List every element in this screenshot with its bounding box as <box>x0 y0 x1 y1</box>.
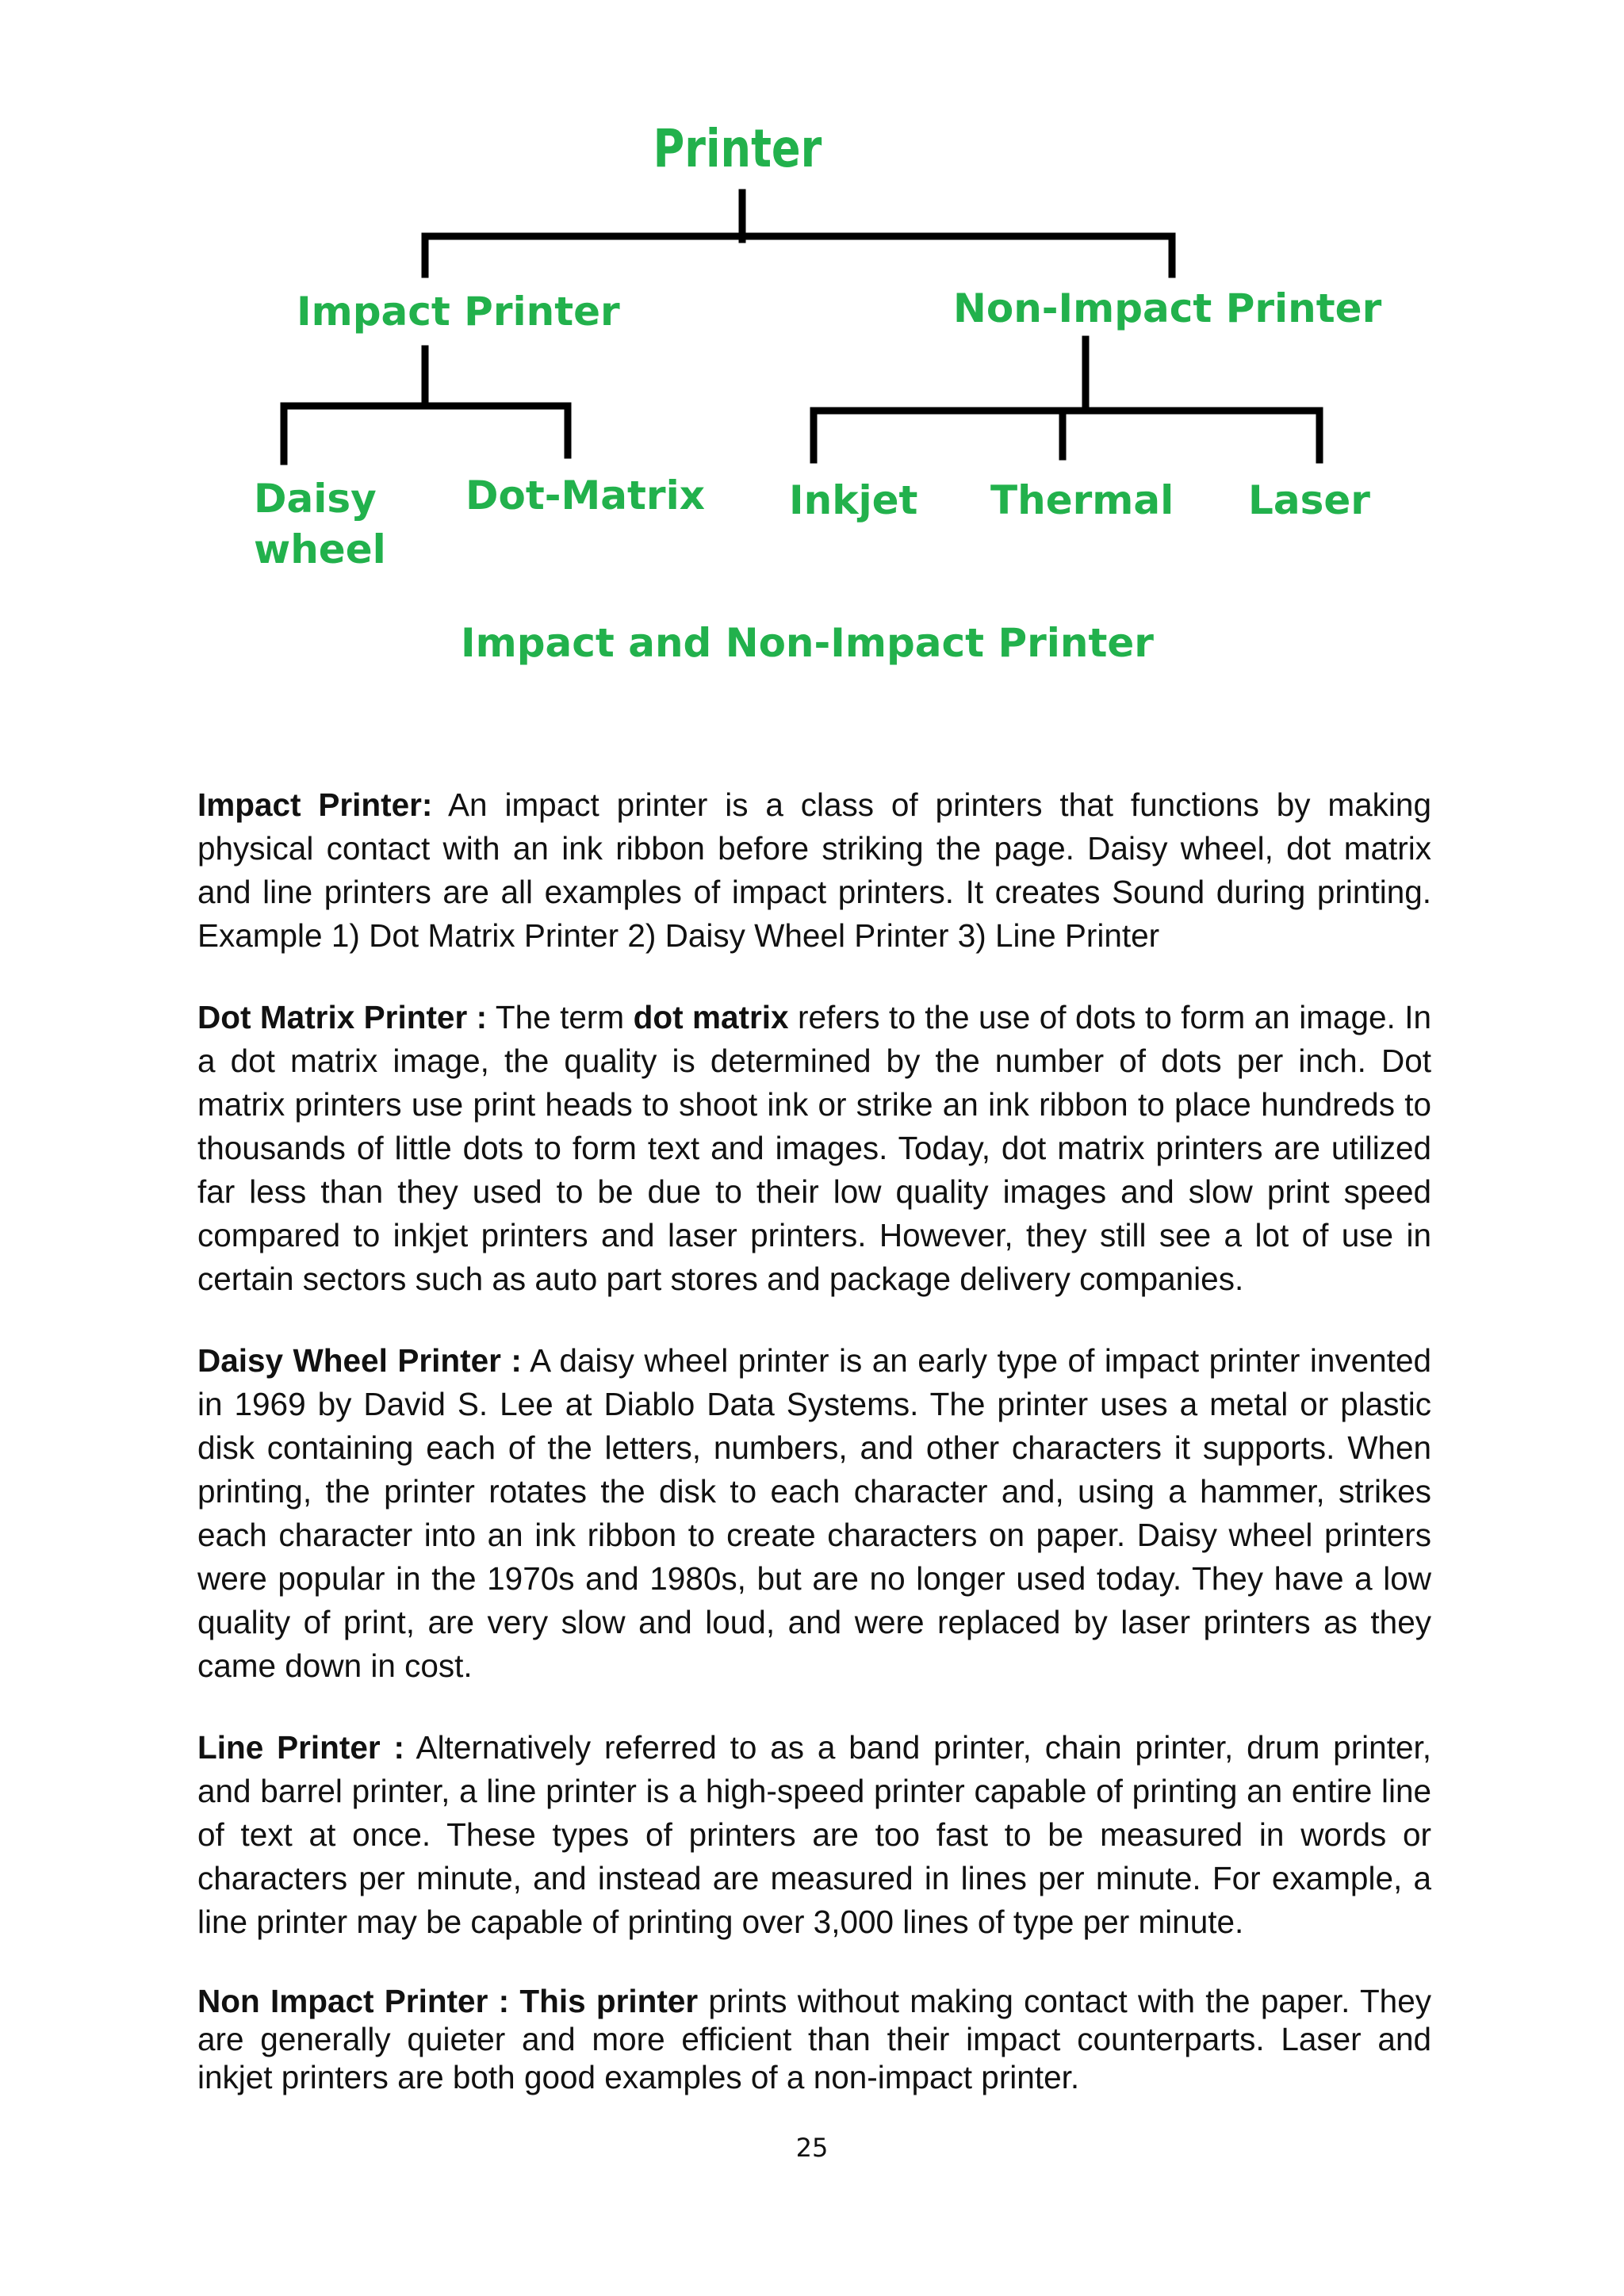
node-laser: Laser <box>1248 477 1370 523</box>
heading-impact-printer: Impact Printer: <box>197 786 433 823</box>
node-printer: Printer <box>653 118 822 180</box>
paragraph-non-impact-printer <box>197 1982 1431 2096</box>
text-non-impact-printer: prints without making contact with the paper. They are generally quieter and more efficient than their impact counterparts. Laser and inkjet printers are both good examples of a non-impact printer. <box>197 1983 1431 2095</box>
text-line-printer: Alternatively referred to as a band printer, chain printer, drum printer, and barrel printer, a line printer is a high-speed printer capable of printing an entire line of text at once. These types of printers are too fast to be measured in words or characters per minute, and instead are measured in lines per minute. For example, a line printer may be capable of printing over 3,000 lines of type per minute. <box>197 1729 1431 1940</box>
body-text <box>197 783 1431 2134</box>
text-dot-matrix-a: The term <box>487 999 634 1035</box>
text-daisy-wheel-printer: A daisy wheel printer is an early type of impact printer invented in 1969 by David S. Lee at Diablo Data Systems. The printer uses a metal or plastic disk containing each of the letters, numbers, and other characters it supports. When printing, the printer rotates the disk to each character and, using a hammer, strikes each character into an ink ribbon to create characters on paper. Daisy wheel printers were popular in the 1970s and 1980s, but are no longer used today. They have a low quality of print, are very slow and loud, and were replaced by laser printers as they came down in cost. <box>197 1342 1431 1684</box>
node-dot-matrix: Dot-Matrix <box>465 473 705 519</box>
heading-line-printer: Line Printer : <box>197 1729 404 1766</box>
text-impact-printer: An impact printer is a class of printers that functions by making physical contact with an ink ribbon before striking the page. Daisy wheel, dot matrix and line printers are all examples of impact printers. It creates Sound during printing. Example 1) Dot Matrix Printer 2) Daisy Wheel Printer 3) Line Printer <box>197 786 1431 954</box>
node-impact-printer: Impact Printer <box>297 289 620 335</box>
node-non-impact-printer: Non-Impact Printer <box>953 285 1382 331</box>
heading-dot-matrix-printer: Dot Matrix Printer : <box>197 999 488 1035</box>
node-thermal: Thermal <box>990 477 1174 523</box>
printer-tree-diagram <box>0 0 1624 714</box>
term-dot-matrix: dot matrix <box>633 999 789 1035</box>
node-daisy-wheel-line1: Daisy <box>254 476 377 522</box>
node-inkjet: Inkjet <box>789 477 918 523</box>
heading-non-impact-printer: Non Impact Printer : This printer <box>197 1983 699 2019</box>
node-daisy-wheel-line2: wheel <box>254 526 386 572</box>
text-dot-matrix-b: refers to the use of dots to form an image. In a dot matrix image, the quality is determined by the number of dots per inch. Dot matrix printers use print heads to shoot ink or strike an ink ribbon to place hundreds to thousands of little dots to form text and images. Today, dot matrix printers are utilized far less than they used to be due to their low quality images and slow print speed compared to inkjet printers and laser printers. However, they still see a lot of use in certain sectors such as auto part stores and package delivery companies. <box>197 999 1431 1297</box>
paragraph-impact-printer <box>197 783 1431 958</box>
paragraph-daisy-wheel-printer <box>197 1339 1431 1688</box>
paragraph-line-printer <box>197 1726 1431 1944</box>
diagram-caption: Impact and Non-Impact Printer <box>461 620 1154 666</box>
paragraph-dot-matrix-printer <box>197 996 1431 1301</box>
page-number: 25 <box>795 2133 829 2163</box>
heading-daisy-wheel-printer: Daisy Wheel Printer : <box>197 1342 522 1379</box>
